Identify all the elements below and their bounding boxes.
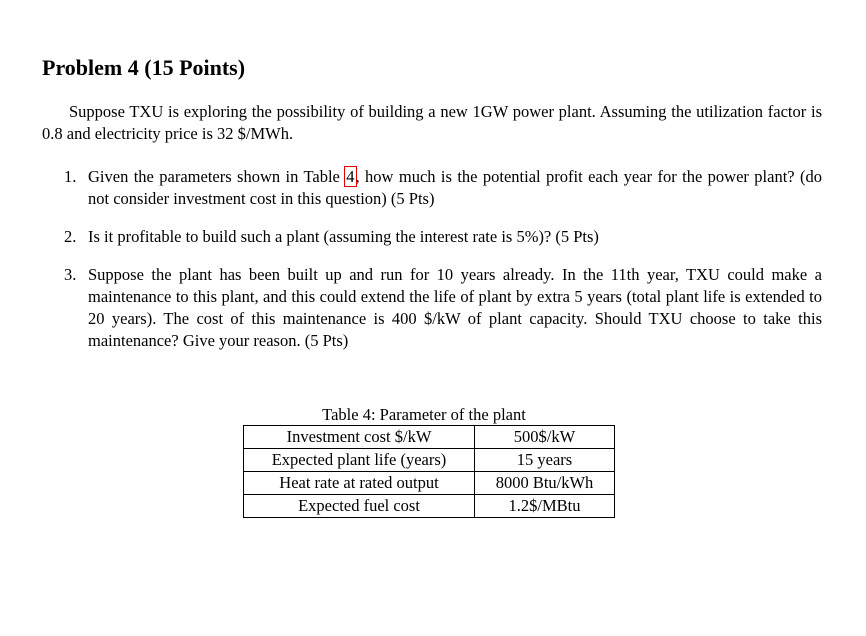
table-cell-value: 1.2$/MBtu	[475, 495, 615, 518]
table-cell-value: 15 years	[475, 449, 615, 472]
question-number: 3.	[64, 265, 77, 284]
problem-title: Problem 4 (15 Points)	[42, 55, 246, 80]
problem-intro: Suppose TXU is exploring the possibility of building a new 1GW power plant. Assuming the utilization factor is 0.8 and electricity price is 32 $/MWh.	[42, 102, 822, 143]
table-cell-label: Expected plant life (years)	[244, 449, 475, 472]
table-caption: Table 4: Parameter of the plant	[322, 405, 526, 424]
parameter-table-block	[243, 404, 615, 518]
table-row	[244, 472, 615, 495]
question-text: , how much is the potential profit each year for the power plant? (do not consider investment cost in this question) (5 Pts)	[88, 167, 823, 208]
parameter-table	[243, 425, 615, 518]
question-text: Suppose the plant has been built up and run for 10 years already. In the 11th year, TXU could make a maintenance to this plant, and this could extend the life of plant by extra 5 years (total plant life is extended to 20 years). The cost of this maintenance is 400 $/kW of plant capacity. Should TXU choose to take this maintenance? Give your reason. (5 Pts)	[88, 265, 822, 350]
table-cell-value: 500$/kW	[475, 426, 615, 449]
question-item-2	[42, 226, 822, 248]
question-text: Is it profitable to build such a plant (assuming the interest rate is 5%)? (5 Pts)	[88, 227, 599, 246]
question-text: Given the parameters shown in Table	[88, 167, 346, 186]
question-number: 2.	[64, 227, 77, 246]
question-item-1	[42, 166, 822, 210]
table-reference-link[interactable]: 4	[346, 167, 355, 186]
question-number: 1.	[64, 167, 77, 186]
table-cell-label: Heat rate at rated output	[244, 472, 475, 495]
table-cell-value: 8000 Btu/kWh	[475, 472, 615, 495]
table-row	[244, 426, 615, 449]
question-list	[42, 166, 822, 368]
table-row	[244, 495, 615, 518]
question-item-3	[42, 264, 822, 352]
table-row	[244, 449, 615, 472]
table-cell-label: Expected fuel cost	[244, 495, 475, 518]
table-cell-label: Investment cost $/kW	[244, 426, 475, 449]
